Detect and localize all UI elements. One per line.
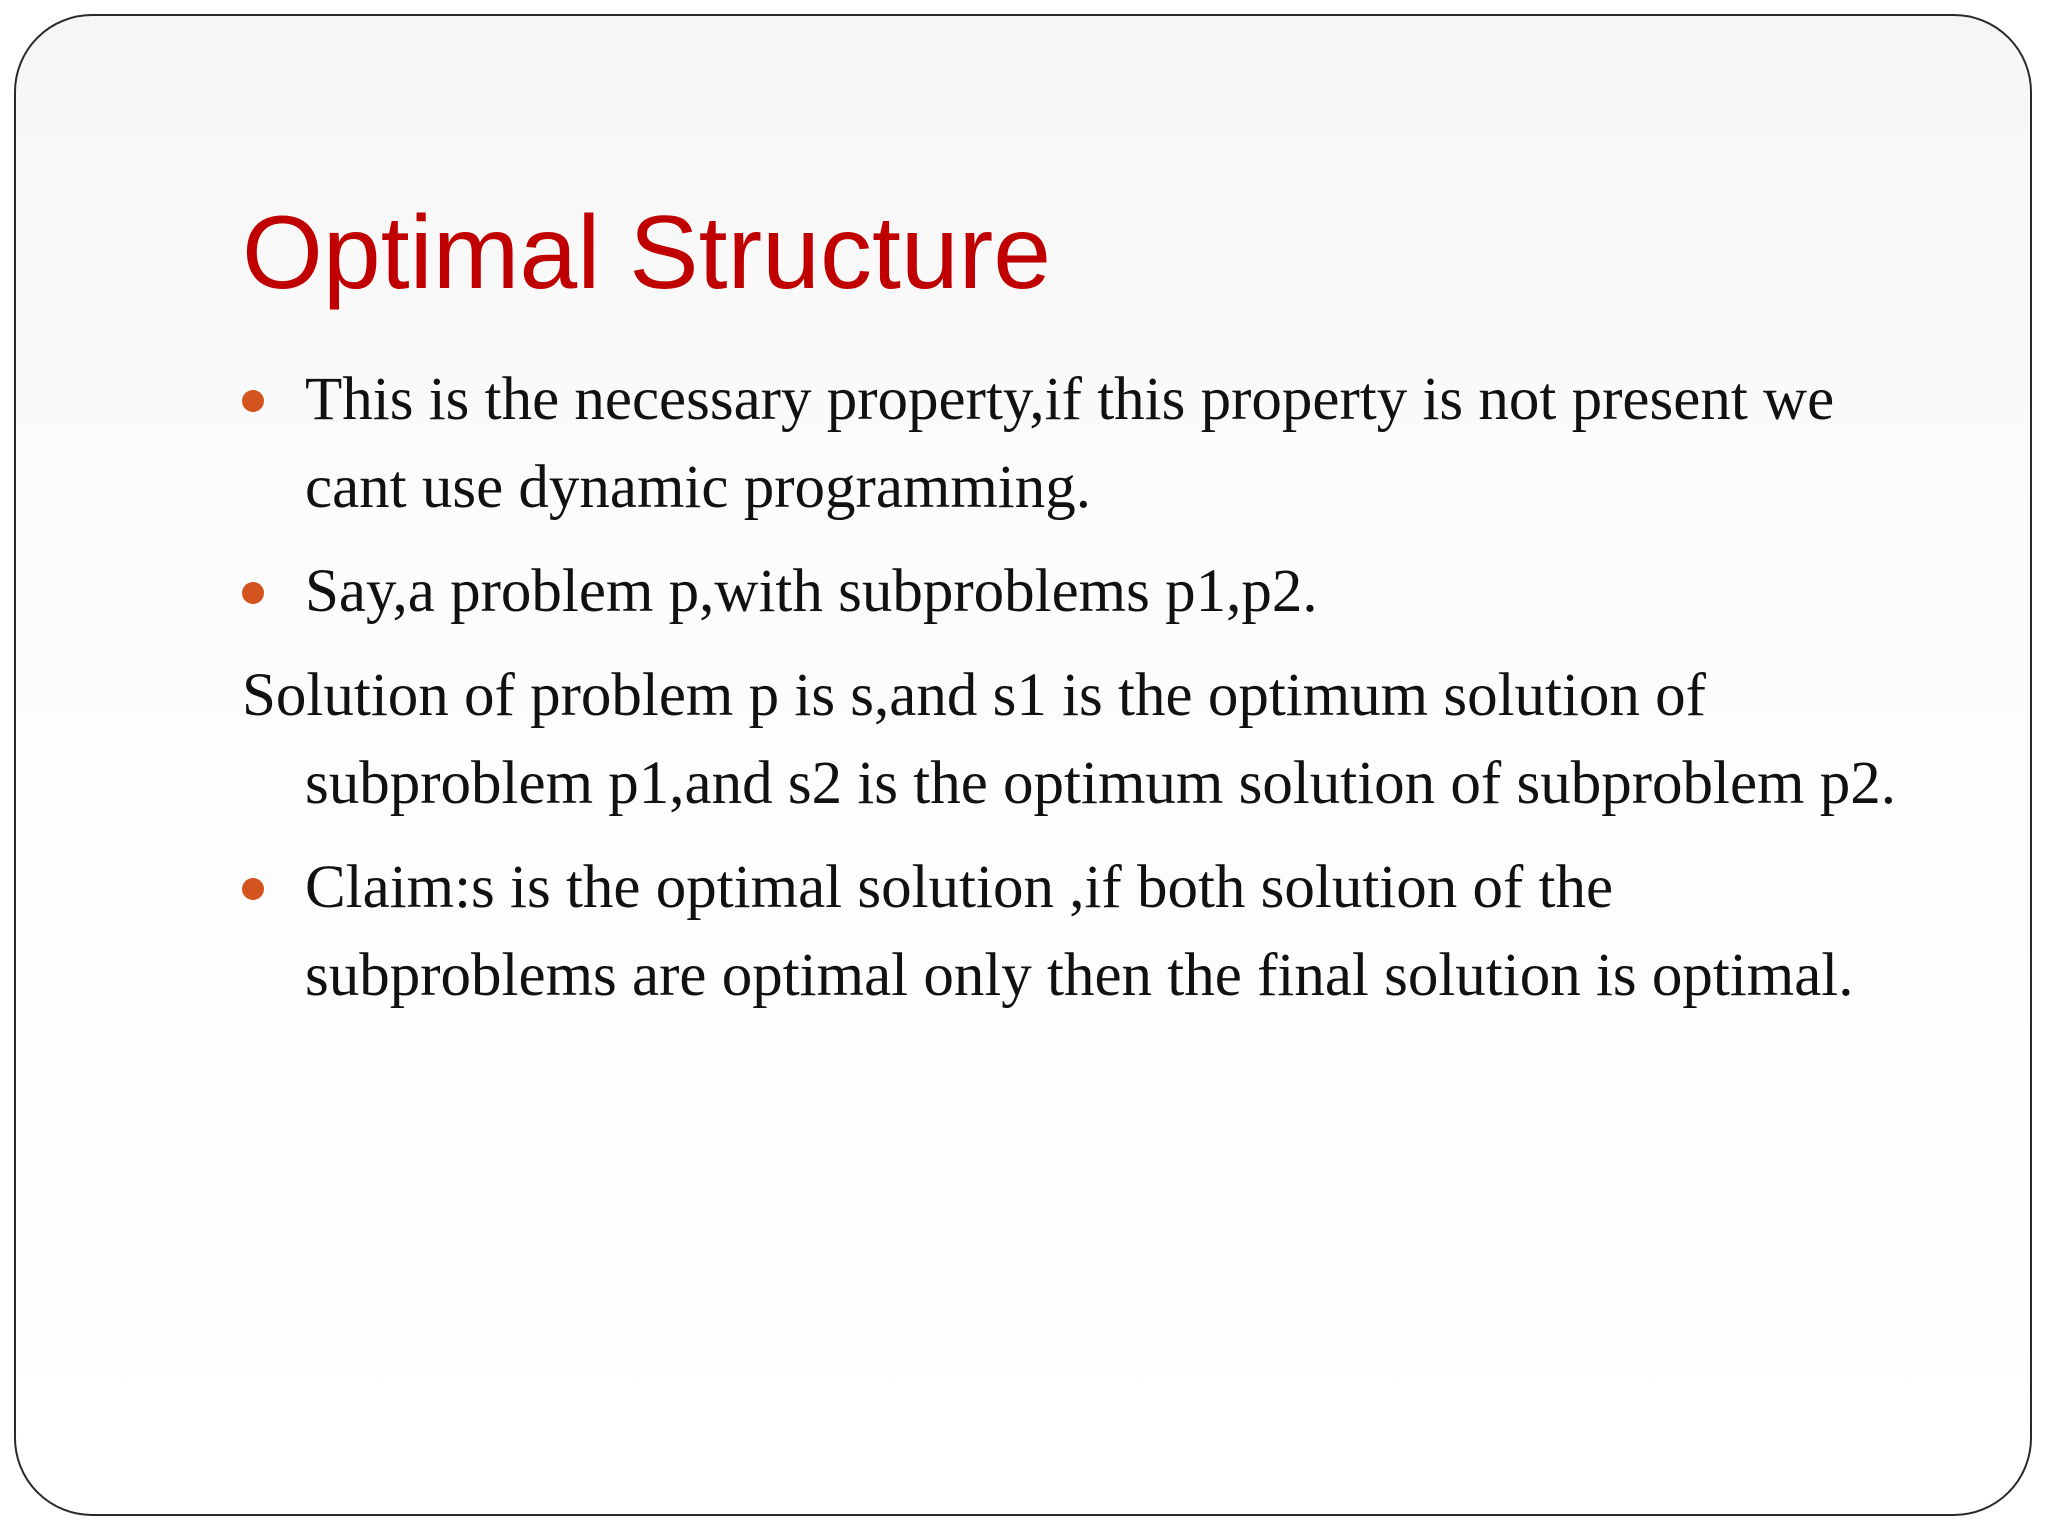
bullet-dot-icon — [242, 582, 264, 604]
slide-title: Optimal Structure — [242, 195, 1052, 311]
bullet-text: Say,a problem p,with subproblems p1,p2. — [305, 558, 1318, 625]
bullet-item — [242, 356, 1922, 532]
bullet-text: This is the necessary property,if this property is not present we cant use dynamic programming. — [305, 366, 1835, 521]
body-paragraph — [242, 652, 1922, 828]
slide — [14, 14, 2032, 1516]
bullet-item — [242, 548, 1922, 636]
bullet-dot-icon — [242, 390, 264, 412]
bullet-text: Claim:s is the optimal solution ,if both solution of the subproblems are optimal only then the final solution is optimal. — [305, 854, 1854, 1009]
bullet-item — [242, 844, 1922, 1020]
paragraph-text: Solution of problem p is s,and s1 is the optimum solution of subproblem p1,and s2 is the optimum solution of subproblem p2. — [242, 662, 1897, 817]
bullet-dot-icon — [242, 878, 264, 900]
slide-body — [242, 356, 1922, 1036]
